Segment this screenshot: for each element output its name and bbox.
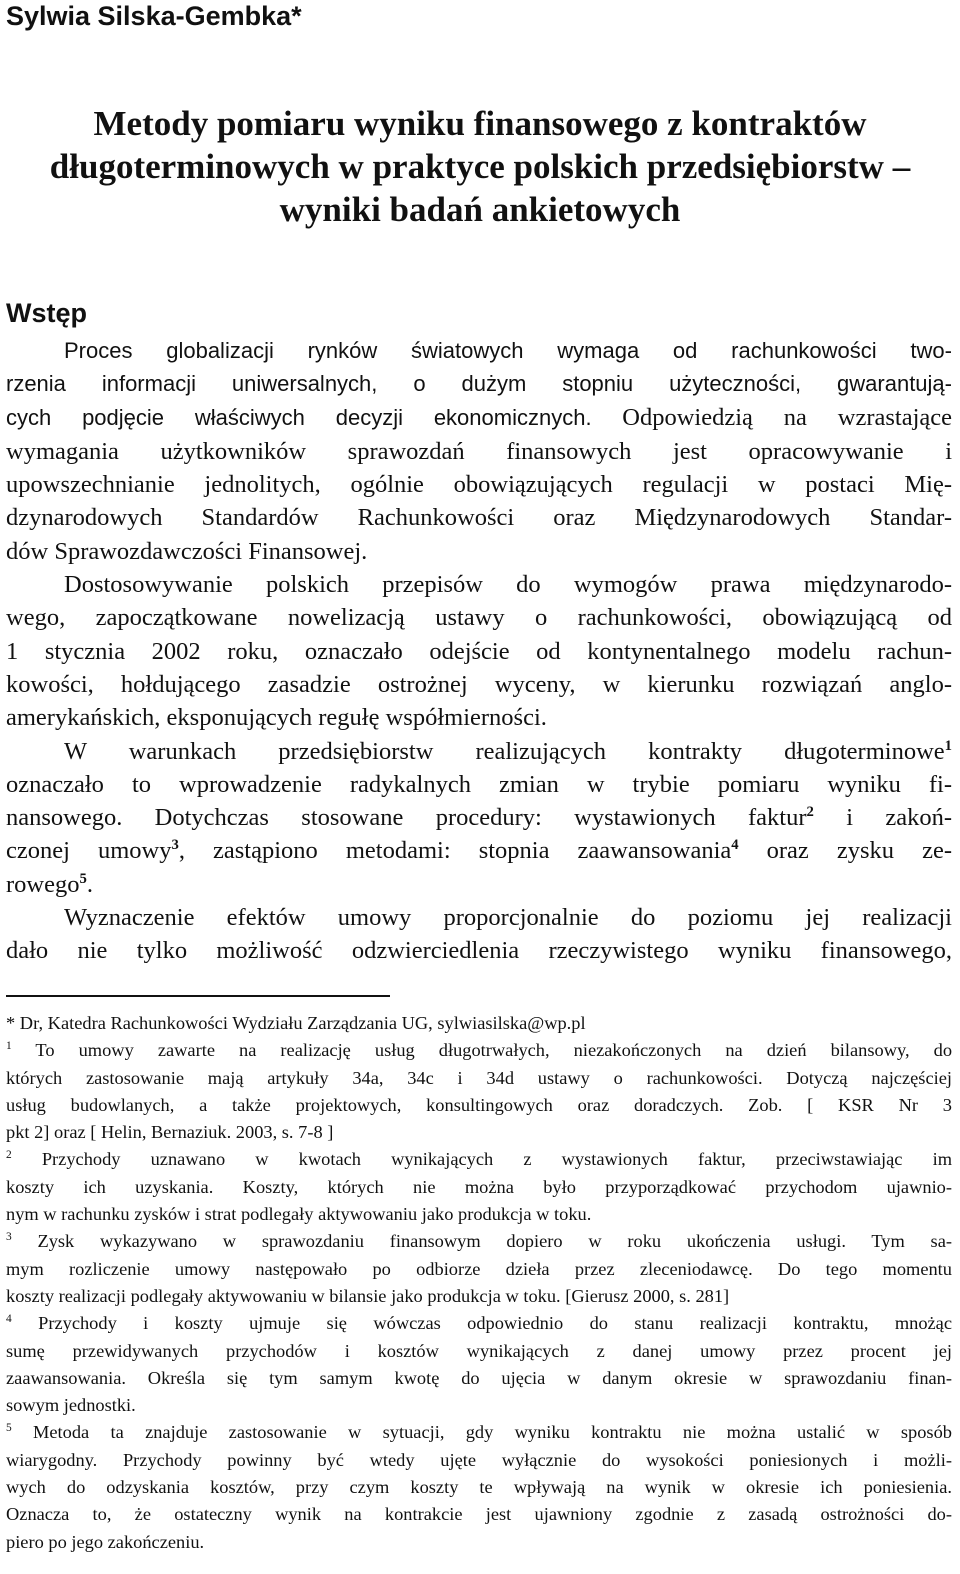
footnote-line: których zastosowanie mają artykuły 34a, 34c i 34d ustawy o rachunkowości. Dotyczą najczęściej bbox=[6, 1067, 952, 1088]
footnote-number: 1 bbox=[6, 1040, 12, 1053]
footnote-number: 4 bbox=[6, 1313, 12, 1326]
footnote-line: piero po jego zakończeniu. bbox=[6, 1531, 205, 1552]
footnote-line: Oznacza to, że ostateczny wynik na kontrakcie jest ujawniony zgodnie z zasadą ostrożności do- bbox=[6, 1504, 952, 1525]
footnote-line: mym rozliczenie umowy następowało po odbiorze dzieła przez zleceniodawcę. Do tego momentu bbox=[6, 1258, 952, 1279]
footnote-ref[interactable]: 5 bbox=[79, 870, 87, 887]
body-line bbox=[6, 735, 952, 768]
body-line: wymagania użytkowników sprawozdań finansowych jest opracowywanie i bbox=[6, 437, 952, 465]
body-line: kowości, hołdującego zasadzie ostrożnej wyceny, w kierunku rozwiązań anglo- bbox=[6, 670, 952, 698]
body-fragment: czonej umowy bbox=[6, 837, 172, 865]
body-fragment: , zastąpiono metodami: stopnia zaawansowania bbox=[178, 837, 732, 865]
footnote-line bbox=[6, 1228, 952, 1255]
body-fragment: nansowego. Dotychczas stosowane procedury: wystawionych faktur bbox=[6, 804, 807, 832]
body-line: 1 stycznia 2002 roku, oznaczało odejście od kontynentalnego modelu rachun- bbox=[6, 637, 952, 665]
footnote-ref[interactable]: 2 bbox=[806, 804, 814, 820]
body-line bbox=[6, 801, 952, 834]
body-line: amerykańskich, eksponujących regułę współmierności. bbox=[6, 704, 547, 732]
footnote-line bbox=[6, 1146, 952, 1173]
footnote-text: Przychody i koszty ujmuje się wówczas odpowiednio do stanu realizacji kontraktu, mnożąc bbox=[38, 1313, 953, 1334]
section-heading: Wstęp bbox=[6, 298, 87, 328]
footnote-line bbox=[6, 1310, 952, 1337]
body-line: Wyznaczenie efektów umowy proporcjonalnie do poziomu jej realizacji bbox=[64, 904, 952, 932]
footnote-line: nym w rachunku zysków i strat podlegały aktywowaniu jako produkcja w toku. bbox=[6, 1204, 592, 1225]
footnote-line: zaawansowania. Określa się tym samym kwotę do ujęcia w danym okresie w sprawozdaniu finan- bbox=[6, 1367, 952, 1388]
footnote-separator bbox=[6, 995, 390, 997]
footnote-text: To umowy zawarte na realizację usług długotrwałych, niezakończonych na dzień bilansowy, do bbox=[35, 1040, 953, 1061]
body-line: oznaczało to wprowadzenie radykalnych zmian w trybie pomiaru wyniku fi- bbox=[6, 770, 952, 798]
body-fragment: i zakoń- bbox=[813, 804, 953, 832]
footnote-author: * Dr, Katedra Rachunkowości Wydziału Zarządzania UG, sylwiasilska@wp.pl bbox=[6, 1013, 586, 1033]
body-fragment: cych podjęcie właściwych decyzji ekonomicznych. bbox=[6, 404, 592, 430]
body-fragment: rowego bbox=[6, 870, 80, 898]
footnote-ref[interactable]: 4 bbox=[731, 837, 739, 854]
body-fragment: oraz zysku ze- bbox=[738, 837, 952, 865]
footnote-text: Przychody uznawano w kwotach wynikających z wystawionych faktur, przeciwstawiając im bbox=[41, 1149, 952, 1170]
footnote-ref[interactable]: 3 bbox=[171, 837, 179, 854]
title-line: Metody pomiaru wyniku finansowego z kontraktów bbox=[93, 104, 867, 143]
footnote-number: 2 bbox=[6, 1149, 12, 1162]
footnote-line bbox=[6, 1037, 952, 1064]
body-fragment: Odpowiedzią na wzrastające bbox=[622, 403, 952, 431]
footnote-number: 5 bbox=[6, 1422, 12, 1435]
title-line: wyniki badań ankietowych bbox=[279, 190, 681, 229]
footnote-number: 3 bbox=[6, 1231, 12, 1244]
body-line bbox=[6, 401, 952, 435]
footnote-line: usług budowlanych, a także projektowych, konsultingowych oraz doradczych. Zob. [ KSR Nr 3 bbox=[6, 1094, 952, 1115]
body-line: dów Sprawozdawczości Finansowej. bbox=[6, 537, 368, 565]
footnote-line: pkt 2] oraz [ Helin, Bernaziuk. 2003, s. 7-8 ] bbox=[6, 1122, 334, 1143]
body-line: wego, zapoczątkowane nowelizacją ustawy o rachunkowości, obowiązującą od bbox=[6, 604, 952, 632]
body-line: rzenia informacji uniwersalnych, o dużym stopniu użyteczności, gwarantują- bbox=[6, 371, 952, 397]
body-line: upowszechnianie jednolitych, ogólnie obowiązujących regulacji w postaci Mię- bbox=[6, 471, 952, 499]
footnote-line: koszty realizacji podlegały aktywowaniu w bilansie jako produkcja w toku. [Gierusz 2000, s. 281] bbox=[6, 1285, 730, 1306]
paper-title bbox=[0, 102, 960, 231]
footnote-ref[interactable]: 1 bbox=[944, 737, 952, 754]
body-line: dało nie tylko możliwość odzwierciedlenia rzeczywistego wyniku finansowego, bbox=[6, 937, 952, 965]
body-line bbox=[6, 868, 952, 901]
author-name: Sylwia Silska-Gembka* bbox=[6, 1, 302, 31]
footnotes bbox=[6, 1010, 952, 1556]
footnote-line: wiarygodny. Przychody powinny być wtedy ujęte wyłącznie do wysokości poniesionych i możli- bbox=[6, 1449, 952, 1470]
body-fragment: W warunkach przedsiębiorstw realizujących kontrakty długoterminowe bbox=[64, 737, 945, 765]
body-fragment: . bbox=[86, 870, 93, 898]
body-line bbox=[6, 834, 952, 867]
footnote-line bbox=[6, 1419, 952, 1446]
footnote-text: Metoda ta znajduje zastosowanie w sytuacji, gdy wyniku kontraktu nie można ustalić w sposób bbox=[33, 1422, 952, 1443]
footnote-line: koszty ich uzyskania. Koszty, których nie można było przyporządkować przychodom ujawnio- bbox=[6, 1176, 952, 1197]
body-line: Proces globalizacji rynków światowych wymaga od rachunkowości two- bbox=[64, 338, 952, 363]
footnote-line: sumę przewidywanych przychodów i kosztów wynikających z danej umowy przez procent jej bbox=[6, 1340, 952, 1361]
body-line: dzynarodowych Standardów Rachunkowości oraz Międzynarodowych Standar- bbox=[6, 504, 952, 532]
title-line: długoterminowych w praktyce polskich przedsiębiorstw – bbox=[49, 147, 911, 186]
body-line: Dostosowywanie polskich przepisów do wymogów prawa międzynarodo- bbox=[64, 571, 952, 599]
footnote-text: Zysk wykazywano w sprawozdaniu finansowym dopiero w roku ukończenia usługi. Tym sa- bbox=[37, 1231, 952, 1252]
footnote-line: sowym jednostki. bbox=[6, 1395, 136, 1416]
footnote-line: wych do odzyskania kosztów, przy czym koszty te wpływają na wynik w okresie ich poniesienia. bbox=[6, 1477, 952, 1498]
body-text bbox=[6, 334, 952, 968]
